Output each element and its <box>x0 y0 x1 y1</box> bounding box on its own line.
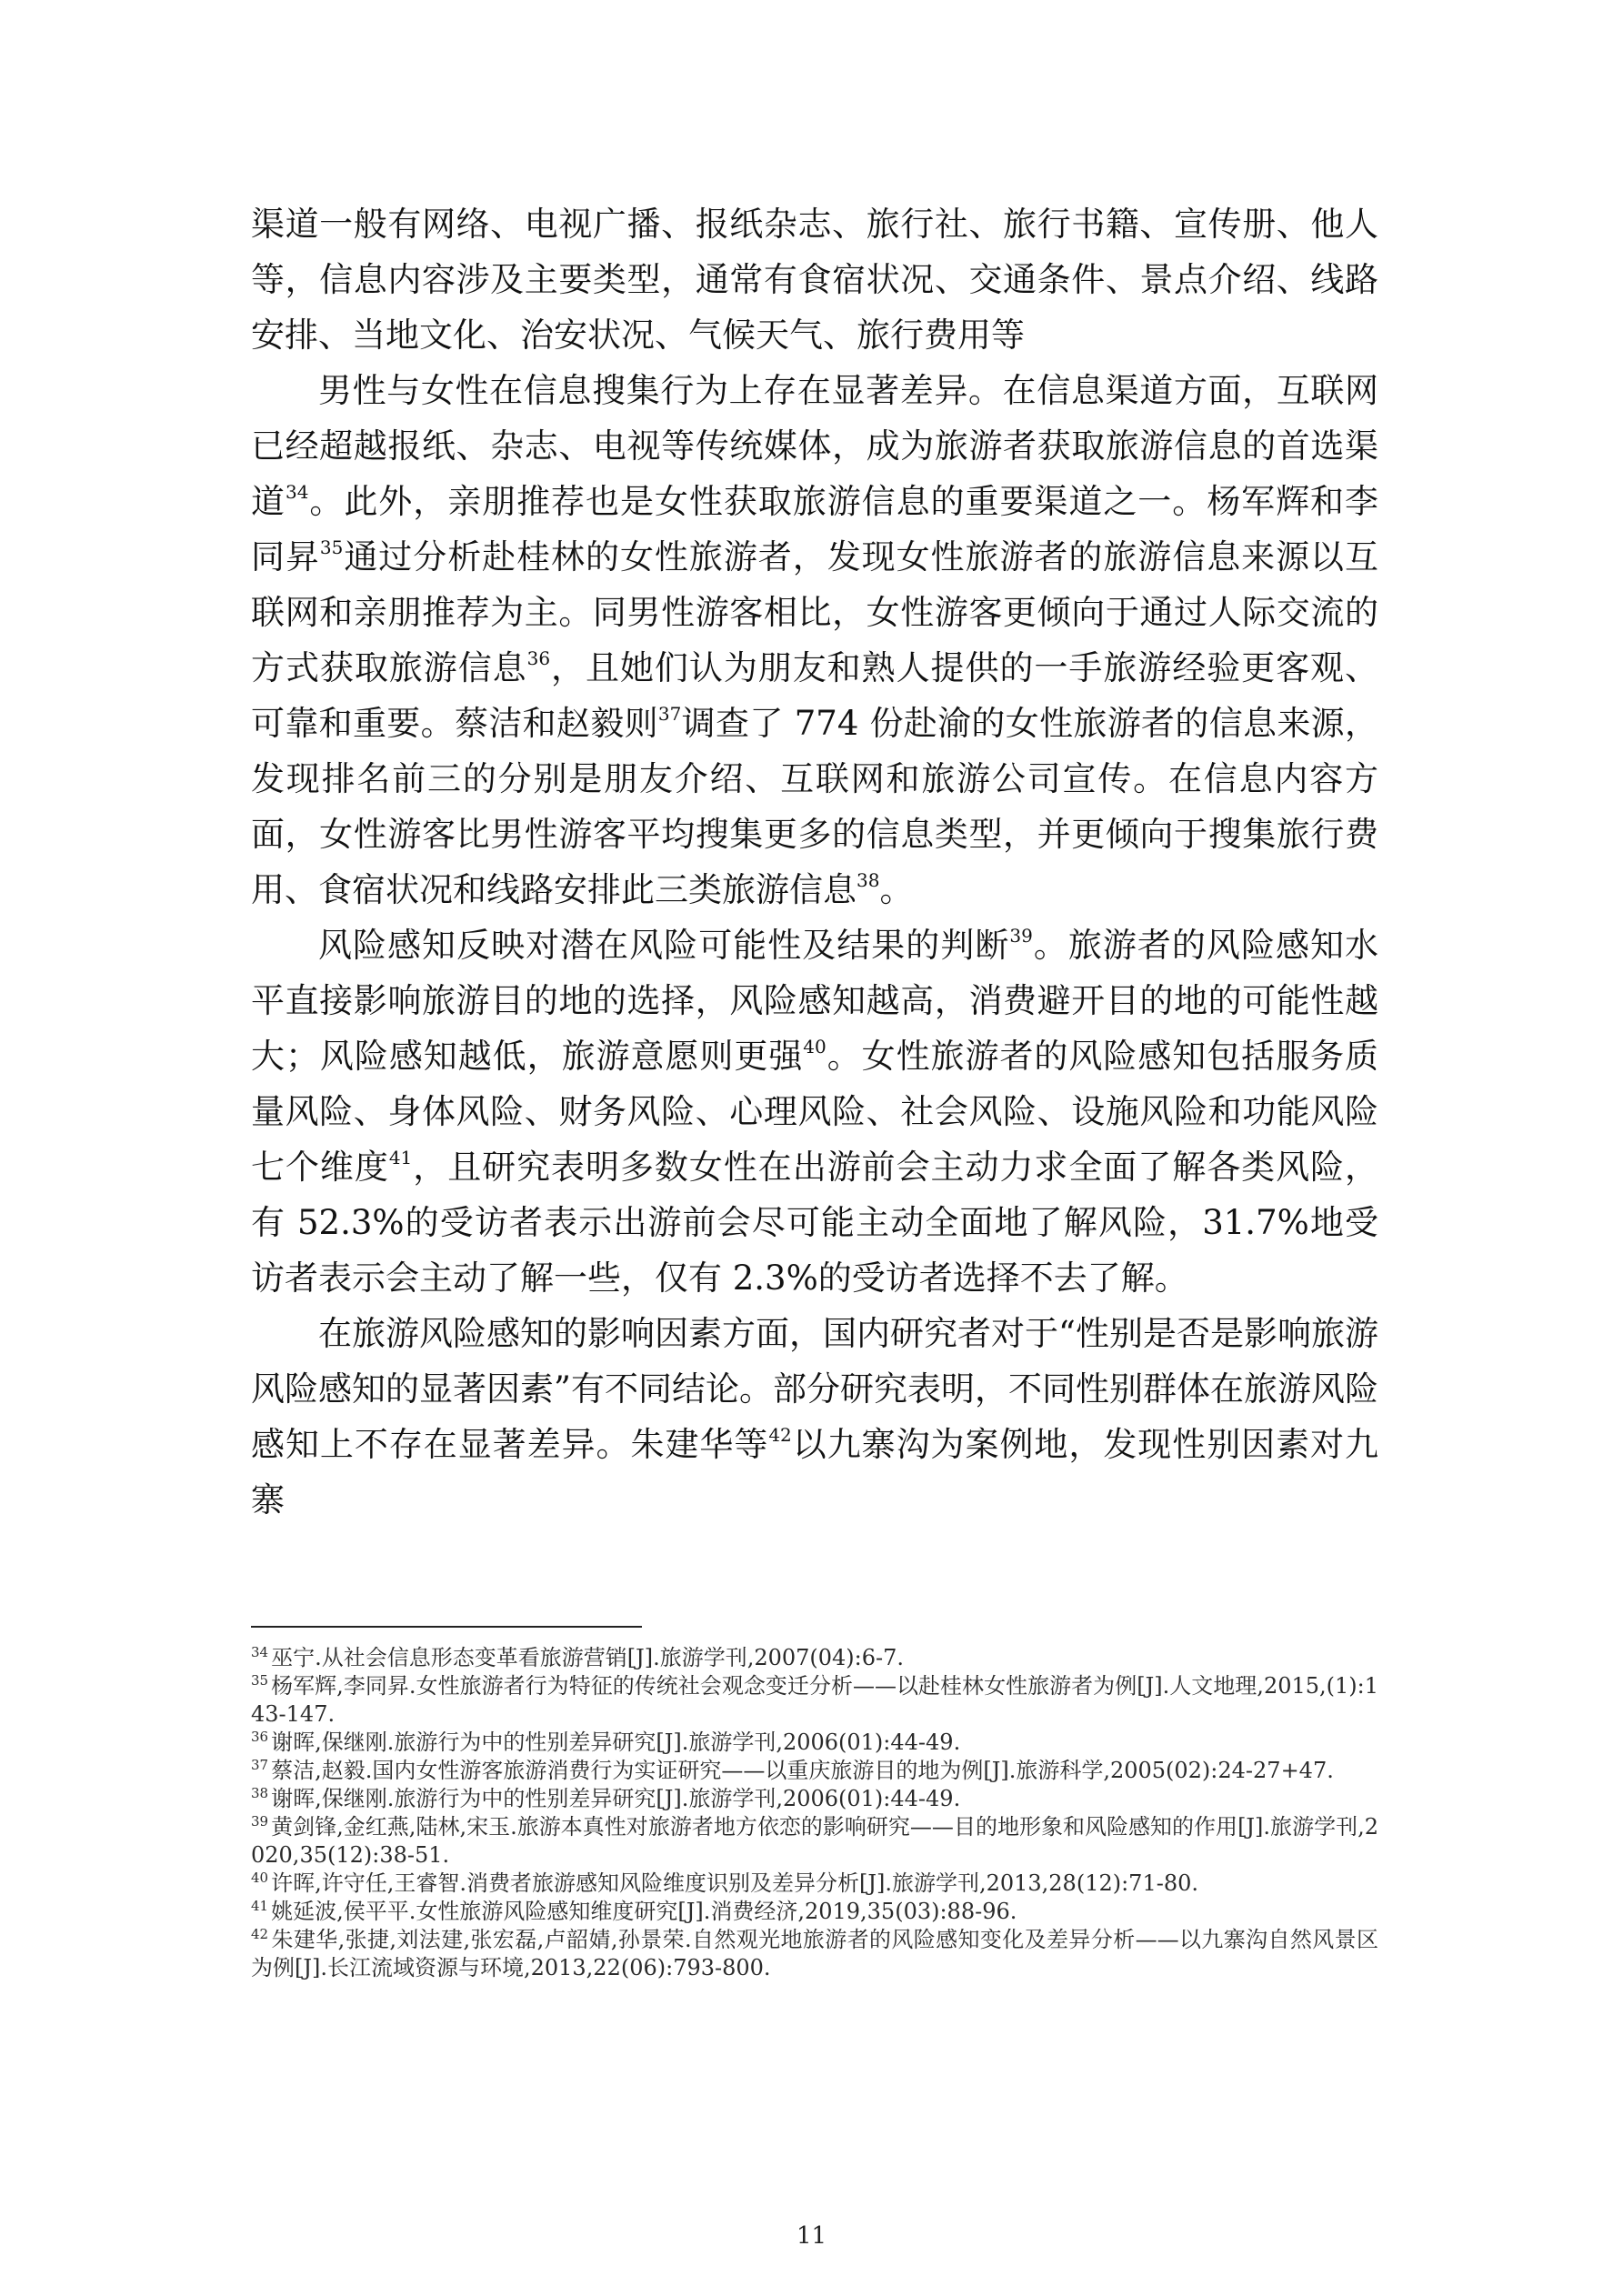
paragraph-text: 风险感知反映对潜在风险可能性及结果的判断 <box>318 926 1010 965</box>
paragraph-text: 渠道一般有网络、电视广播、报纸杂志、旅行社、旅行书籍、宣传册、他人等，信息内容涉及主要类型，通常有食宿状况、交通条件、景点介绍、线路安排、当地文化、治安状况、气候天气、旅行费用等 <box>251 205 1378 355</box>
footnote-number: 36 <box>251 1729 269 1745</box>
paragraph-text: 。此外，亲朋推荐也是女性获取旅游信息的重要渠道之一。杨军辉和李同昇 <box>251 482 1379 577</box>
footnote-marker[interactable]: 38 <box>857 869 880 891</box>
footnote <box>251 1757 1378 1785</box>
footnote-marker[interactable]: 35 <box>319 536 344 558</box>
footnote-text: 姚延波,侯平平.女性旅游风险感知维度研究[J].消费经济,2019,35(03):88-96. <box>271 1899 1017 1924</box>
footnote-text: 蔡洁,赵毅.国内女性游客旅游消费行为实证研究——以重庆旅游目的地为例[J].旅游科学,2005(02):24-27+47. <box>271 1758 1334 1783</box>
footnote-number: 41 <box>251 1898 269 1914</box>
body-text <box>251 196 1378 1528</box>
footnote <box>251 1926 1378 1982</box>
footnote-number: 35 <box>251 1672 269 1689</box>
body-paragraph <box>251 196 1378 363</box>
footnote-text: 巫宁.从社会信息形态变革看旅游营销[J].旅游学刊,2007(04):6-7. <box>271 1645 905 1670</box>
footnote-marker[interactable]: 37 <box>657 703 682 725</box>
footnote-text: 朱建华,张捷,刘法建,张宏磊,卢韶婧,孙景荣.自然观光地旅游者的风险感知变化及差异分析——以九寨沟自然风景区为例[J].长江流域资源与环境,2013,22(06):793-800. <box>251 1927 1378 1980</box>
paragraph-text: 。旅游者的风险感知水平直接影响旅游目的地的选择，风险感知越高，消费避开目的地的可能性越大；风险感知越低，旅游意愿则更强 <box>251 926 1379 1076</box>
body-paragraph <box>251 363 1378 917</box>
footnote-marker[interactable]: 40 <box>803 1036 827 1058</box>
footnote-number: 34 <box>251 1644 269 1660</box>
body-paragraph <box>251 1306 1378 1528</box>
footnote-text: 谢晖,保继刚.旅游行为中的性别差异研究[J].旅游学刊,2006(01):44-49. <box>271 1730 961 1755</box>
footnote <box>251 1870 1378 1898</box>
footnote-number: 39 <box>251 1813 269 1830</box>
footnote-text: 许晖,许守任,王睿智.消费者旅游感知风险维度识别及差异分析[J].旅游学刊,2013,28(12):71-80. <box>271 1870 1198 1896</box>
footnote-separator <box>251 1626 642 1628</box>
footnote-text: 黄剑锋,金红燕,陆林,宋玉.旅游本真性对旅游者地方依恋的影响研究——目的地形象和风险感知的作用[J].旅游学刊,2020,35(12):38-51. <box>251 1814 1378 1868</box>
footnotes <box>251 1644 1378 1982</box>
footnote <box>251 1644 1378 1672</box>
footnote-marker[interactable]: 42 <box>768 1424 792 1446</box>
footnote <box>251 1729 1378 1757</box>
footnote-number: 37 <box>251 1757 269 1773</box>
body-paragraph <box>251 917 1378 1306</box>
footnote-number: 42 <box>251 1926 269 1942</box>
footnote-number: 38 <box>251 1785 269 1801</box>
paragraph-text: 男性与女性在信息搜集行为上存在显著差异。在信息渠道方面，互联网已经超越报纸、杂志、电视等传统媒体，成为旅游者获取旅游信息的首选渠道 <box>251 371 1378 521</box>
footnote <box>251 1785 1378 1813</box>
footnote <box>251 1813 1378 1870</box>
footnote-marker[interactable]: 41 <box>388 1147 413 1168</box>
paragraph-text: 在旅游风险感知的影响因素方面，国内研究者对于“性别是否是影响旅游风险感知的显著因素”有不同结论。部分研究表明，不同性别群体在旅游风险感知上不存在显著差异。朱建华等 <box>251 1314 1378 1464</box>
paragraph-text: ，且她们认为朋友和熟人提供的一手旅游经验更客观、可靠和重要。蔡洁和赵毅则 <box>251 648 1379 743</box>
paragraph-text: 以九寨沟为案例地，发现性别因素对九寨 <box>251 1425 1379 1519</box>
footnote-text: 杨军辉,李同昇.女性旅游者行为特征的传统社会观念变迁分析——以赴桂林女性旅游者为例[J].人文地理,2015,(1):143-147. <box>251 1673 1378 1727</box>
paragraph-text: 调查了 774 份赴渝的女性旅游者的信息来源，发现排名前三的分别是朋友介绍、互联网和旅游公司宣传。在信息内容方面，女性游客比男性游客平均搜集更多的信息类型，并更倾向于搜集旅行费用、食宿状况和线路安排此三类旅游信息 <box>251 704 1378 909</box>
footnote-number: 40 <box>251 1870 269 1886</box>
footnote-text: 谢晖,保继刚.旅游行为中的性别差异研究[J].旅游学刊,2006(01):44-49. <box>271 1786 961 1811</box>
page-number: 11 <box>796 2222 827 2250</box>
paragraph-text: 。女性旅游者的风险感知包括服务质量风险、身体风险、财务风险、心理风险、社会风险、设施风险和功能风险七个维度 <box>251 1037 1379 1187</box>
paragraph-text: 通过分析赴桂林的女性旅游者，发现女性旅游者的旅游信息来源以互联网和亲朋推荐为主。同男性游客相比，女性游客更倾向于通过人际交流的方式获取旅游信息 <box>251 537 1379 687</box>
footnote <box>251 1672 1378 1729</box>
footnote-marker[interactable]: 39 <box>1009 925 1033 947</box>
footnote-marker[interactable]: 36 <box>526 647 551 669</box>
footnote <box>251 1898 1378 1926</box>
footnote-marker[interactable]: 34 <box>285 481 309 503</box>
paragraph-text: 。 <box>879 870 914 909</box>
paragraph-text: ，且研究表明多数女性在出游前会主动力求全面了解各类风险，有 52.3%的受访者表示出游前会尽可能主动全面地了解风险，31.7%地受访者表示会主动了解一些，仅有 2.3%的受访者选择不去了解。 <box>251 1148 1379 1298</box>
